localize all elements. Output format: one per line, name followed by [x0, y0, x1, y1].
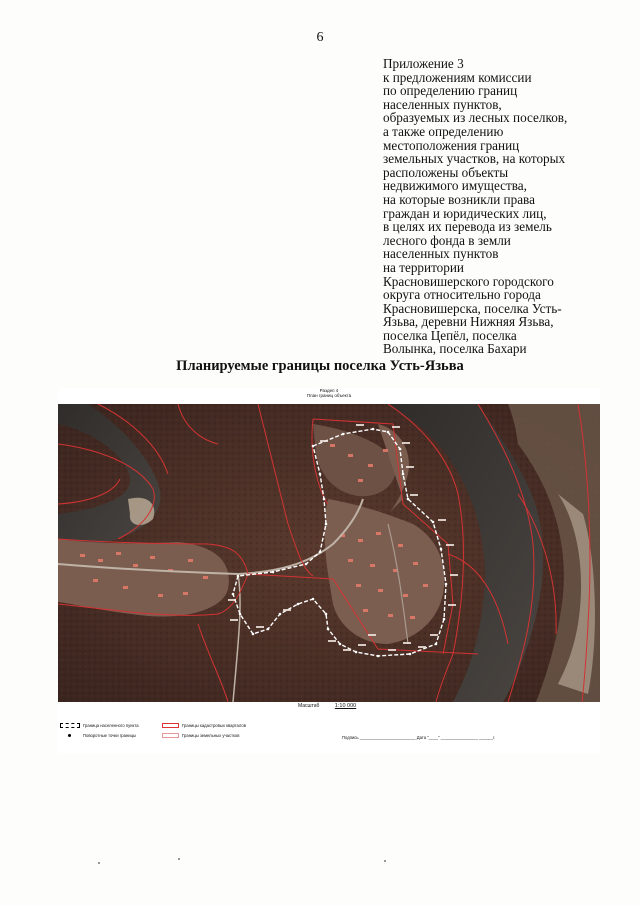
map-title: Планируемые границы поселка Усть-Язьва — [176, 358, 464, 374]
appendix-line: населенных пунктов — [383, 246, 499, 262]
section-label: Раздел 4 — [319, 388, 339, 393]
legend-label: Граница населенного пункта — [83, 723, 139, 728]
legend-item-parcels — [162, 733, 239, 738]
section-subtitle: План границ объекта — [306, 393, 352, 398]
appendix-line: лесного фонда в земли — [383, 232, 511, 248]
appendix-line: Приложение 3 — [383, 56, 464, 71]
appendix-line: населенных пунктов, — [383, 96, 502, 112]
appendix-line: Красновишерского городского — [383, 273, 554, 289]
legend-label: Границы земельных участков — [182, 733, 240, 738]
scale-value: 1:10 000 — [334, 703, 357, 709]
scan-speck — [178, 858, 180, 860]
scan-speck — [98, 862, 100, 864]
scale-label: Масштаб — [298, 703, 320, 709]
legend-item-settlement — [60, 723, 139, 728]
appendix-line: Красновишерска, поселка Усть- — [383, 300, 562, 316]
appendix-line: местоположения границ — [383, 137, 520, 153]
dashed-boundary-swatch — [60, 723, 80, 728]
map-legend — [58, 721, 600, 751]
appendix-line: земельных участков, на которых — [383, 151, 566, 167]
appendix-line: недвижимого имущества, — [383, 178, 527, 194]
red-line-swatch — [162, 723, 179, 728]
satellite-map — [58, 404, 600, 702]
appendix-caption — [383, 57, 633, 356]
page-number: 6 — [316, 30, 324, 45]
appendix-line: поселка Цепёл, поселка — [383, 327, 517, 343]
appendix-line: на территории — [383, 259, 464, 275]
appendix-line: в целях их перевода из земель — [383, 219, 552, 235]
scan-speck — [384, 860, 386, 862]
appendix-line: к предложениям комиссии — [383, 69, 532, 85]
dot-swatch — [68, 734, 71, 737]
legend-label: Поворотные точки границы — [83, 733, 137, 738]
pink-line-swatch — [162, 733, 179, 738]
legend-item-cadastral — [162, 723, 246, 728]
map-svg — [58, 404, 600, 702]
appendix-line: Волынка, поселка Бахари — [383, 341, 527, 357]
appendix-line: а также определению — [383, 123, 504, 139]
appendix-line: на которые возникли права — [383, 191, 535, 207]
map-scale — [298, 703, 356, 709]
map-sheet — [58, 388, 600, 753]
signature-line: Подпись ________________________ Дата "____" ________________ ______г. — [342, 735, 496, 740]
appendix-line: образуемых из лесных поселков, — [383, 110, 568, 126]
legend-label: Границы кадастровых кварталов — [182, 723, 246, 728]
appendix-line: граждан и юридических лиц, — [383, 205, 547, 221]
appendix-line: расположены объекты — [383, 164, 509, 180]
legend-item-points — [60, 733, 136, 738]
appendix-line: по определению границ — [383, 83, 518, 99]
map-sheet-header — [58, 388, 600, 404]
appendix-line: округа относительно города — [383, 287, 541, 303]
appendix-line: Язьва, деревни Нижняя Язьва, — [383, 314, 554, 330]
